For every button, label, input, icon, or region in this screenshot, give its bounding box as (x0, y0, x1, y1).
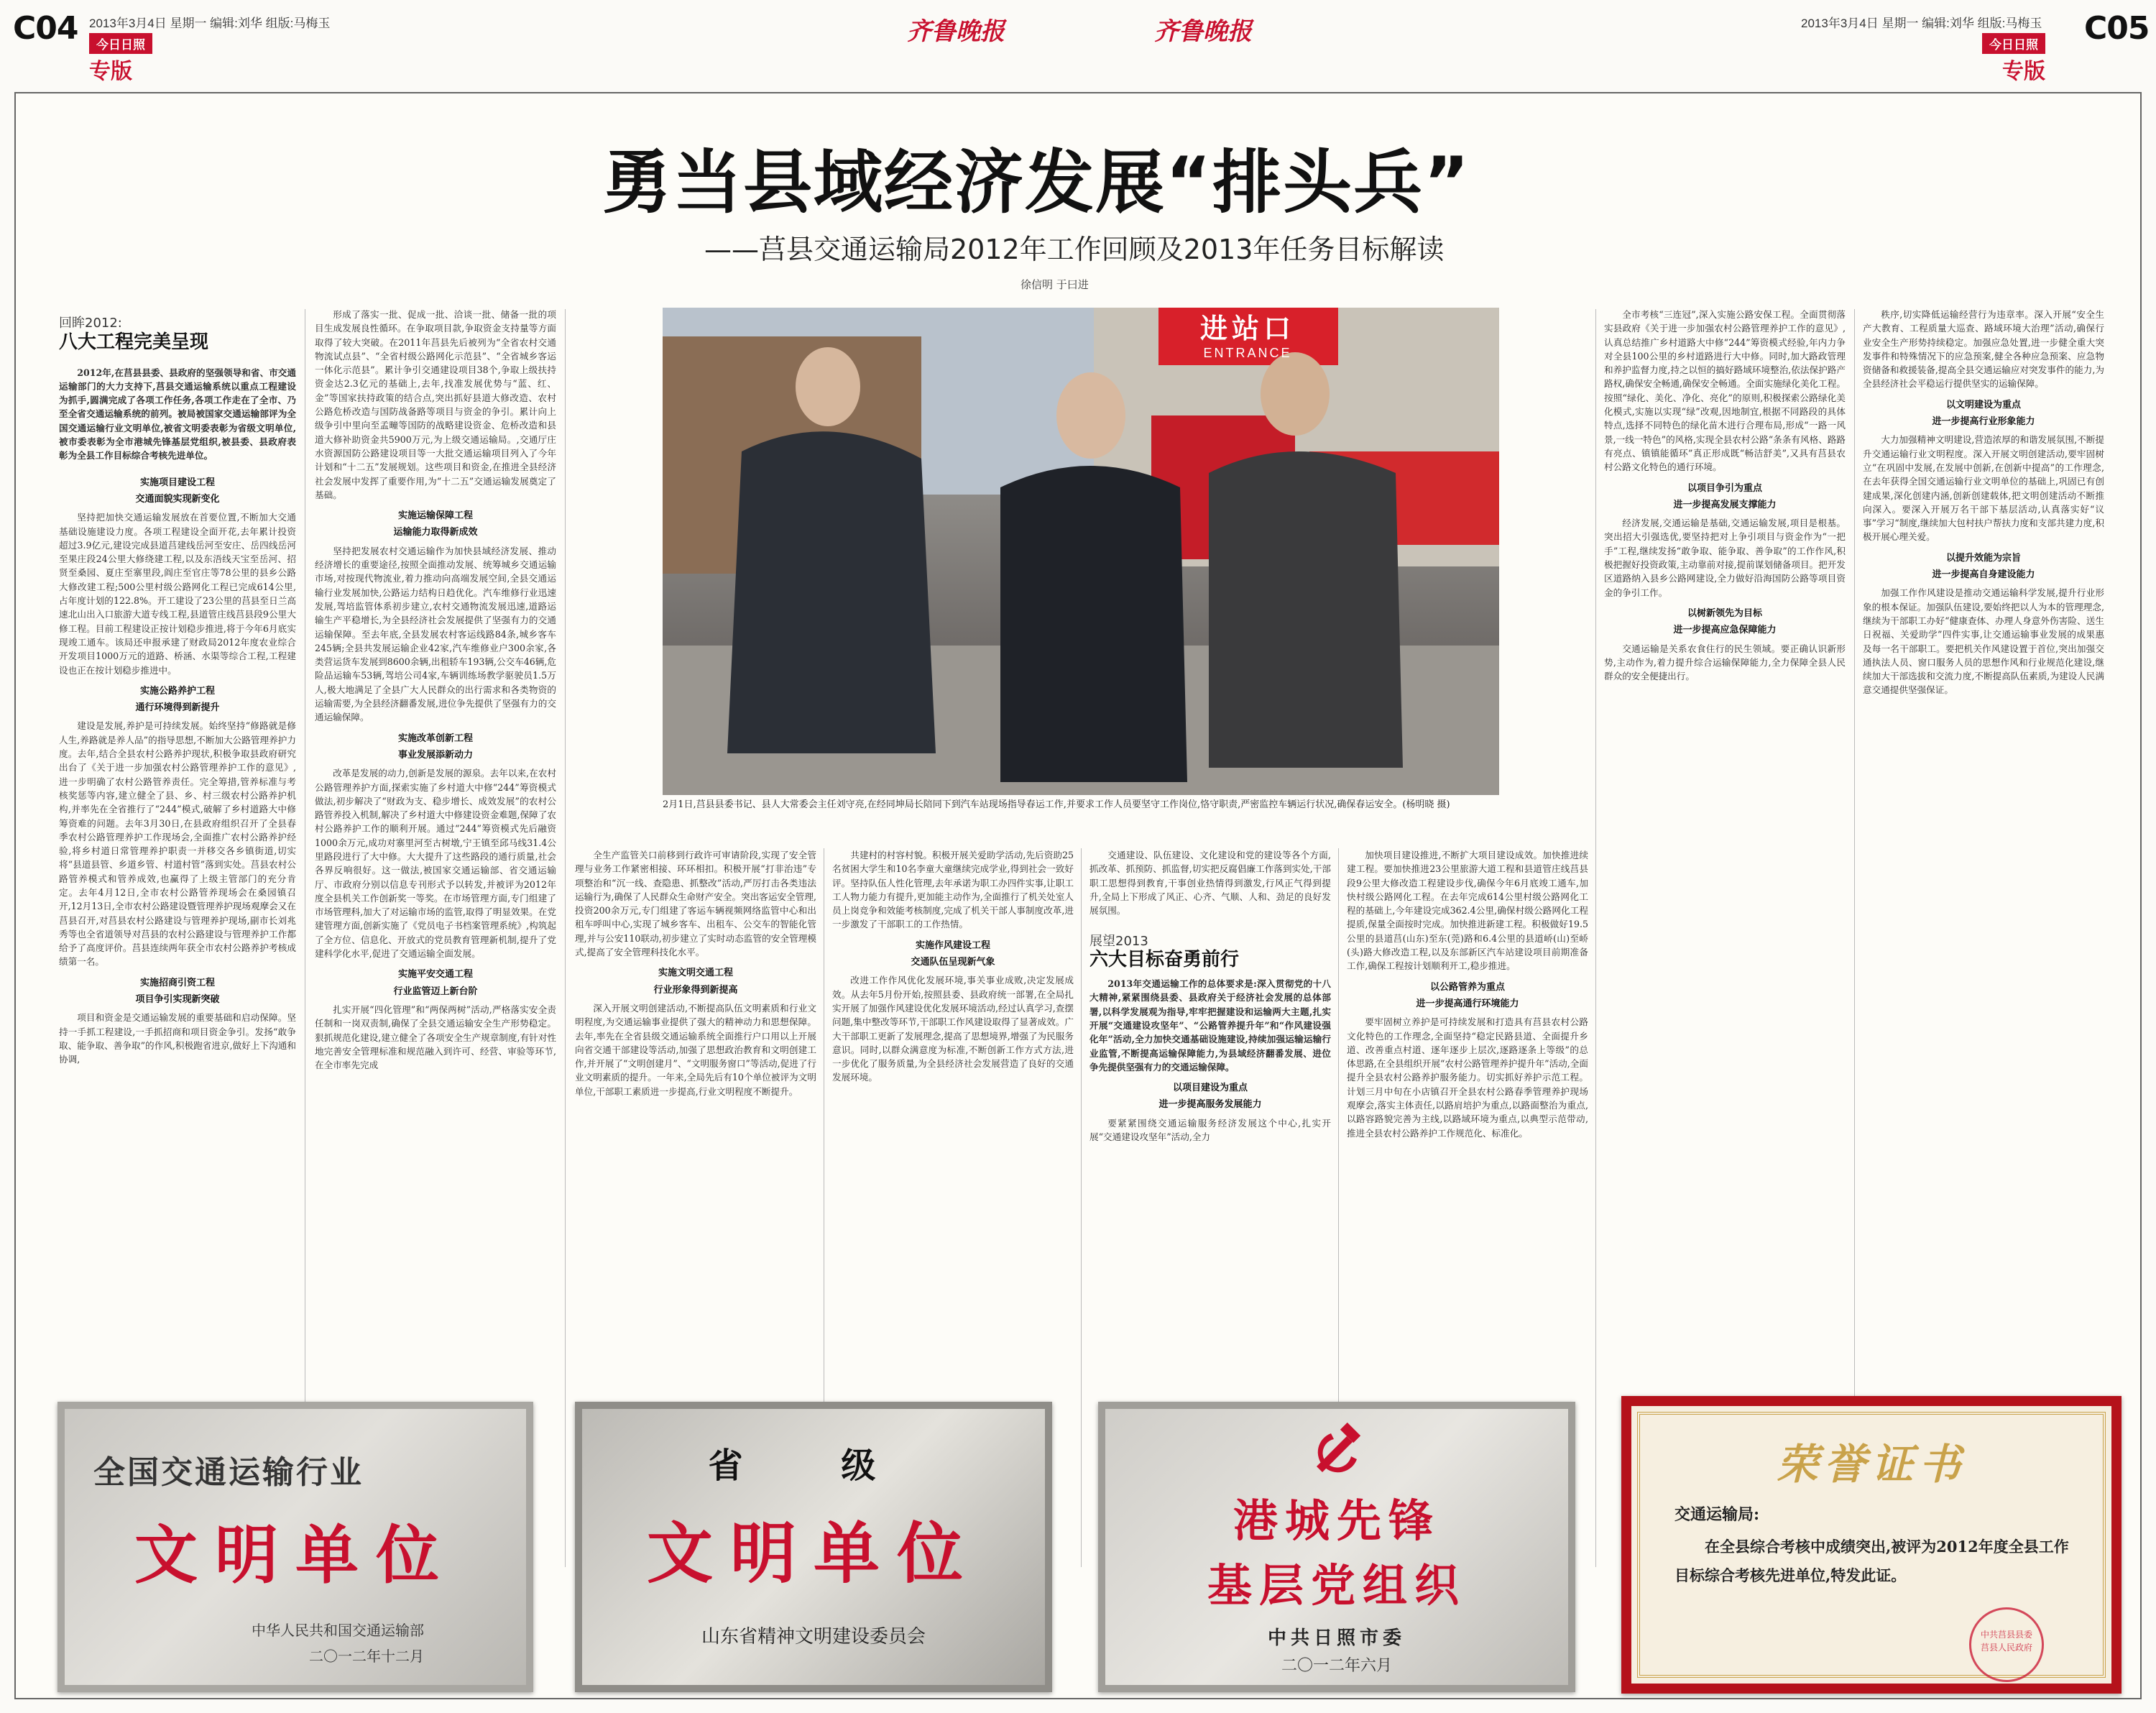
body-paragraph: 大力加强精神文明建设,营造浓厚的和谐发展氛围,不断提升交通运输行业文明程度。深入开展文明创建活动,要牢固树立“在巩固中发展,在发展中创新,在创新中提高”的工作理念,在去年获得全国交通运输行业文明单位的基础上,巩固已有创建成果,深化创建内涵,创新创建载体,把文明创建活动不断推向深入。要深入开展万名干部下基层活动,认真落实好“议事”学习“制度,继续加大包村扶户帮扶力度和支部共建力度,积极开展心理关爱。 (1863, 434, 2104, 543)
subsection-heading: 实施招商引资工程 (139, 977, 215, 988)
honor-certificate (1621, 1396, 2122, 1694)
body-paragraph: 改革是发展的动力,创新是发展的源泉。去年以来,在农村公路管理养护方面,探索实施了乡村道大中修“244”筹资模式做法,初步解决了“财政为支、稳步增长、成效发展”的农村公路管养投入机制,解决了乡村道大中修建设资金难题,保障了农村公路养护工作的顺利开展。通过“244”筹资模式先后融资1000余万元,成功对寨里河至古树墩,宁王镇至邱马线31.4公里路段进行了大中修。大大提升了这些路段的通行质量,社会各界反响很好。这一做法,被国家交通运输部、省交通运输厅、市政府分别以信息专刊形式予以转发,并被评为2012年度全县机关工作创新奖一等奖。在市场管理方面,专门组建了市场管理科,加大了对运输市场的监管,取得了明显效果。在党建管理方面,创新实施了《党员电子书档案管理系统》,构筑起了全方位、信息化、开放式的党员教育管理新机制,提升了党建科学化水平,促进了交通运输全面发展。 (315, 768, 556, 960)
column-rule (1595, 309, 1596, 1567)
plaque-top-text: 港城先锋 (1233, 1494, 1440, 1547)
review-title: 八大工程完美呈现 (59, 331, 209, 354)
body-paragraph: 全生产监管关口前移到行政许可审请阶段,实现了安全管理与业务工作紧密相接、环环相扣。积极开展“打非治违”专项整治和“沉一线、查隐患、抓整改”活动,严厉打击各类违法运输行为,确保了人民群众生命财产安全。突出客运安全管理,投资200余万元,专门组建了客运车辆视频网络监管中心和出租车呼叫中心,实现了城乡客车、出租车、公交车的智能化管理,并与公安110联动,初步建立了实时动态监管的安全管理模式,提高了安全管理科技化水平。 (575, 850, 816, 958)
subsection-subheading: 运输能力取得新成效 (393, 527, 478, 538)
subsection-heading: 实施运输保障工程 (397, 510, 473, 522)
subsection-heading: 以项目争引为重点 (1687, 482, 1762, 494)
body-paragraph: 扎实开展“四化管理”和“两保两树”活动,严格落实安全责任制和一岗双责制,确保了全县交通运输安全生产形势稳定。狠抓规范化建设,建立健全了各项安全生产规章制度,有针对性地完善安全管理标准和规范融入到许可、经营、审验等环节,在全市率先完成 (315, 1004, 556, 1071)
body-paragraph: 项目和资金是交通运输发展的重要基础和启动保障。坚持一手抓工程建设,一手抓招商和项目资金争引。发扬“敢争取、能争取、善争取”的作风,积极跑省进京,做好上下沟通和协调, (59, 1012, 296, 1065)
article-column-8 (1863, 308, 2104, 1573)
body-paragraph: 交通运输是关系农食住行的民生领域。要正确认识新形势,主动作为,着力提升综合运输保障能力,全力保障全县人民群众的安全便捷出行。 (1604, 643, 1846, 682)
body-paragraph: 深入开展文明创建活动,不断提高队伍文明素质和行业文明程度,为交通运输事业提供了强大的精神动力和思想保障。去年,率先在全省县级交通运输系统全面推行户口用以上开展向省交通干部建设等活动,加强了思想政治教育和文明创建工作,并开展了“文明创建月”、“文明服务窗口”等活动,促进了行业文明素质的提升。一年来,全局先后有10个单位被评为文明单位,干部职工素质进一步提高,行业文明程度不断提升。 (575, 1002, 816, 1097)
plaque-date: 二〇一二年六月 (1281, 1657, 1392, 1675)
byline: 徐信明 于曰进 (1021, 278, 1089, 291)
subsection-subheading: 进一步提高应急保障能力 (1673, 625, 1777, 636)
subhead: ——莒县交通运输局2012年工作回顾及2013年任务目标解读 (704, 234, 1445, 265)
plaque-national-civilized-unit (57, 1402, 533, 1692)
plaque-main-text: 文明单位 (134, 1517, 456, 1592)
body-paragraph: 加强工作作风建设是推动交通运输科学发展,提升行业形象的根本保证。加强队伍建设,要始终把以人为本的管理理念,继续为干部职工办好“健康查体、办理人身意外伤害险、送生日祝福、关爱助学”四件实事,让交通运输事业发展的成果惠及每一名干部职工。要把机关作风建设置于首位,突出加强交通执法人员、窗口服务人员的思想作风和行业规范化建设,继续加大干部选拔和交流力度,不断提高队伍素质,为建设人民满意交通提供坚强保证。 (1863, 587, 2104, 696)
plaque-issuer: 山东省精神文明建设委员会 (701, 1626, 926, 1648)
plaque-top-text: 省 级 (708, 1446, 919, 1486)
body-paragraph: 交通建设、队伍建设、文化建设和党的建设等各个方面,抓改革、抓预防、抓监督,切实把反腐倡廉工作落到实处,干部职工思想得到教育,干事创业热情得到激发,行风正气得到提升,全局上下形成了风正、心齐、气顺、人和、劲足的良好发展氛围。 (1089, 850, 1331, 917)
entrance-sign-text: 进站口 (1199, 313, 1295, 344)
plaque-issuer: 中共日照市委 (1267, 1627, 1406, 1649)
page-number-left: C04 (13, 10, 78, 47)
body-paragraph: 改进工作作风优化发展环境,事关事业成败,决定发展成效。从去年5月份开始,按照县委、县政府统一部署,在全局扎实开展了加强作风建设优化发展环境活动,经过认真学习,查摆问题,集中整改等环节,干部职工作风建设取得了显著成效。广大干部职工更新了发展理念,提高了思想境界,增强了为民服务意识。同时,以群众满意度为标准,不断创新工作方式方法,进一步优化了服务质量,为全县经济社会发展营造了良好的交通发展环境。 (832, 975, 1074, 1083)
certificate-body: 在全县综合考核中成绩突出,被评为2012年度全县工作目标综合考核先进单位,特发此证。 (1674, 1538, 2069, 1584)
body-paragraph: 经济发展,交通运输是基础,交通运输发展,项目是根基。突出招大引强选优,要坚持把对上争引项目与资金作为“一把手”工程,继续发扬“敢争取、能争取、善争取”的工作作风,积极把握好投资政策,主动靠前对接,提前谋划储备项目。把开发区道路纳入县乡公路网建设,全力做好沿海国防公路等项目资金的争引工作。 (1604, 518, 1846, 598)
plaque-party-organization (1098, 1402, 1575, 1692)
entrance-sign (1157, 312, 1338, 365)
subsection-heading: 实施改革创新工程 (397, 732, 473, 744)
photo-scene (663, 308, 1499, 795)
plaque-top-text: 全国交通运输行业 (93, 1454, 364, 1491)
paper-name-logo-left: 齐鲁晚报 (907, 17, 1005, 46)
date-line-left: 2013年3月4日 星期一 编辑:刘华 组版:马梅玉 (89, 17, 331, 30)
date-line-right: 2013年3月4日 星期一 编辑:刘华 组版:马梅玉 (1801, 17, 2042, 30)
subsection-subheading: 进一步提高发展支撑能力 (1673, 499, 1777, 510)
subsection-subheading: 进一步提高自身建设能力 (1932, 569, 2035, 581)
subsection-heading: 以公路管养为重点 (1429, 981, 1505, 993)
body-paragraph: 坚持把发展农村交通运输作为加快县域经济发展、推动经济增长的重要途径,按照全面推动发展、统筹城乡交通运输市场,对按现代物流业,着力推动向高端发展空间,全县交通运输行业发展加快,公路运力结构日趋优化。汽车维修行业迅速发展,驾培监管体系初步建立,农村交通物流发展迅速,道路运输生产平稳增长,为全县经济社会发展提供了坚强有力的交通运输保障。至去年底,全县发展农村客运线路84条,城乡客车245辆;全县共发展运输企业42家,汽车维修业户300余家,各类营运货车发展到8600余辆,出租轿车193辆,公交车46辆,危险品运输车53辆,驾培公司4家,车辆训练场教学驱驶员1.5万人,极大地满足了全县广大人民群众的出行需求和各类物资的运输需要,为全县经济翻番发展,进位争先提供了坚强有力的交通运输保障。 (315, 545, 556, 723)
certificate-recipient: 交通运输局: (1674, 1505, 1760, 1524)
plaque-issuer: 中华人民共和国交通运输部 (252, 1622, 424, 1639)
paper-name-logo-right: 齐鲁晚报 (1154, 17, 1252, 46)
subsection-heading: 以提升效能为宗旨 (1945, 552, 2021, 564)
subsection-heading: 实施公路养护工程 (139, 685, 215, 697)
outlook-kicker: 展望2013 (1089, 934, 1148, 950)
article-column-2 (315, 308, 556, 1573)
subsection-heading: 实施项目建设工程 (139, 477, 215, 488)
body-paragraph: 坚持把加快交通运输发展放在首要位置,不断加大交通基础设施建设力度。各项工程建设全面开花,去年累计投资超过3.9亿元,建设完成县道莒建线岳河至安庄、岳四线岳河至果庄段24公里大修绕建工程,以及东浯线天宝至岳河、招贤至桑园、夏庄至寨里段,阎庄至官庄等78公里的县乡公路大修改建工程;500公里村级公路网化工程已完成614公里,占年度计划的122.8%。开工建设了23公里的莒县至日兰高速北山出入口旅游大道专线工程,县道管庄线莒县段9公里大修工程。目前工程建设正按计划稳步推进,将于今年6月底实现竣工通车。该局还申报承建了财政局2012年度农业综合开发项目1000万元的道路、桥涵、水渠等综合工程,工程建设也正在按计划稳步推进中。 (59, 512, 296, 676)
certificate-seal-text: 中共莒县县委 莒县人民政府 (1980, 1630, 2032, 1653)
body-paragraph: 要紧紧围绕交通运输服务经济发展这个中心,扎实开展“交通建设攻坚年”活动,全力 (1089, 1117, 1331, 1143)
news-photo (663, 308, 1499, 795)
plaque-provincial-civilized-unit (575, 1402, 1052, 1692)
outlook-title: 六大目标奋勇前行 (1089, 948, 1240, 970)
column-rule (1854, 309, 1855, 1567)
column-rule (1081, 848, 1082, 1567)
subsection-heading: 以文明建设为重点 (1945, 399, 2021, 410)
certificate-seal (1969, 1607, 2044, 1682)
body-paragraph: 加快项目建设推进,不断扩大项目建设成效。加快推进续建工程。要加快推进23公里旅游大道工程和县道管庄线莒县段9公里大修改造工程建设步伐,确保今年6月底竣工通车,加快村级公路网化工程。在去年完成614公里村级公路网化工程的基础上,今年建设完成362.4公里,确保村级公路网化工程提质,保量全面按时完成。加快推进新建工程。积极做好19.5公里的县道莒(山东)至东(莞)路和6.4公里的县道峤(山)至峤(头)路大修改造工程,以及东部新区汽车站建设项目前期准备工作,确保工程按计划顺利开工,稳步推进。 (1347, 850, 1588, 972)
section-title-left: 专版 (89, 59, 132, 84)
body-paragraph: 要牢固树立养护是可持续发展和打造具有莒县农村公路文化特色的工作理念,全面坚持“稳定民路县道、全面提升乡道、改善重点村道、逐年逐步上层次,逐路逐条上等级”的总体思路,在全县组织开展“农村公路管理养护提升年”活动,全面提升全县农村公路养护服务能力。切实抓好养护示范工程。计划三月中旬在小店镇召开全县农村公路春季管理养护现场观摩会,落实主体责任,以路肩培护为重点,以路面整治为重点,以路容路貌完善为主线,以路域环境为重点,以典型示范带动,推进全县农村公路养护工作规范化、标准化。 (1347, 1016, 1588, 1139)
certificate-title: 荣誉证书 (1776, 1440, 1966, 1489)
body-paragraph: 共建村的村容村貌。积极开展关爱助学活动,先后资助25名贫困大学生和10名李童大童继续完成学业,得到社会一致好评。坚持队伍人性化管理,去年承诺为职工办四件实事,让职工工人物力能力有提升,更加能主动作为,全面推行了机关处室人员上岗竞争和效能考核制度,完成了机关干部人事制度改革,进一步激发了干部职工的工作热情。 (832, 850, 1074, 930)
body-paragraph: 秩序,切实降低运输经营行为违章率。深入开展“安全生产大教育、工程质量大巡查、路域环境大治理”活动,确保行业安全生产形势持续稳定。加强应急处置,进一步健全重大突发事件和特殊情况下的应急预案,健全各种应急预案、应急物资储备和救援装备,提高全县交通运输应对突发事件的能力,为全县经济社会平稳运行提供坚实的运输保障。 (1863, 309, 2104, 390)
subsection-subheading: 行业监管迈上新台阶 (393, 986, 478, 997)
article-column-1 (59, 308, 296, 1573)
entrance-sign-english: ENTRANCE (1203, 346, 1292, 360)
subsection-subheading: 进一步提高通行环境能力 (1416, 998, 1519, 1009)
body-paragraph: 全市考核“三连冠”,深入实施公路安保工程。全面贯彻落实县政府《关于进一步加强农村公路管理养护工作的意见》,认真总结推广乡村道路大中修“244”筹资模式经验,年内力争对全县100公里的乡村道路进行大中修。同时,加大路政管理和养护监督力度,持之以恒的搞好路域环境整治,依法保护路产路权,确保安全畅通,确保安全畅通。全面实施绿化美化工程。按照“绿化、美化、净化、亮化”的原则,积极探索公路绿化美化模式,实施以实现“绿”改观,因地制宜,根据不同路段的具体特点,选择不同特色的绿化苗木进行合理布局,形成“一路一风景,一线一特色”的风格,实现全县农村公路“条条有风格、路路有亮点、镇镇能循环”真正形成既“畅洁舒美”,又具有莒县农村公路文化特色的通行环境。 (1604, 309, 1846, 473)
column-rule (565, 309, 566, 1567)
body-paragraph: 形成了落实一批、促成一批、洽谈一批、储备一批的项目生成发展良性循环。在争取项目款,争取资金支持量等方面取得了较大突破。在2011年莒县先后被列为“全省农村交通物流试点县”、“全省村级公路网化示范县”、“全省城乡客运一体化示范县”。累计争引交通建设项目38个,争取上级扶持资金达2.3亿元的基础上,去年,找准发展优势与“蓝、红、金”等国家扶持政策的结合点,突出抓好县道大修改造、农村公路危桥改造与国防战备路等项目与资金的争引。累计向上级争引中里向至孟疃等国防的战略建设资金、危桥改造和县道大修补助资金共5900万元,为上级交通运输局。,交通厅庄水资源国防公路建设项目等一大批交通运输项目列入了今年计划和“十二五”发展规划。这些项目和资金,在推进全县经济社会发展中发挥了重要作用,为“十二五”交通运输发展奠定了基础。 (315, 309, 556, 500)
subsection-subheading: 事业发展添新动力 (397, 749, 473, 761)
page-number-right: C05 (2084, 10, 2150, 47)
subsection-subheading: 交通队伍呈现新气象 (911, 957, 995, 968)
article-column-7 (1604, 308, 1846, 1573)
subsection-subheading: 行业形象得到新提高 (653, 984, 738, 996)
headline: 勇当县域经济发展“排头兵” (602, 142, 1471, 223)
subsection-heading: 实施文明交通工程 (658, 968, 733, 979)
photo-caption: 2月1日,莒县县委书记、县人大常委会主任刘守亮,在经同坤局长陪同下到汽车站现场指导春运工作,并要求工作人员要坚守工作岗位,恪守职责,严密监控车辆运行状况,确保春运安全。(杨明晓 摄) (663, 799, 1450, 810)
subsection-heading: 实施作风建设工程 (915, 940, 990, 951)
subsection-subheading: 交通面貌实现新变化 (135, 493, 220, 505)
edition-tag-left: 今日日照 (89, 33, 152, 54)
plaque-date: 二〇一二年十二月 (309, 1648, 424, 1665)
body-paragraph: 建设是发展,养护是可持续发展。始终坚持“修路就是修人生,养路就是养人品”的指导思想,不断加大公路管理养护力度。去年,结合全县农村公路养护现状,积极争取县政府研究出台了《关于进一步加强农村公路管理养护工作的意见》,进一步明确了农村公路管养责任。完全筹措,管养标准与考核奖惩等内容,建立健全了县、乡、村三级农村公路养护机构,并率先在全省推行了“244”模式,破解了乡村道路大中修筹资难的问题。去年3月30日,在县政府组织召开了全县春季农村公路管理养护工作现场会,全面推广农村公路养护经验,将乡村道日常管理养护职责一并移交各乡镇街道,切实将“县道县管、乡道乡管、村道村管”落到实处。莒县农村公路管养模式和管养成效,也赢得了上级主管部门的充分肯定。去年4月12日,全市农村公路管养现场会在桑园镇召开,12月13日,全市农村公路建设暨管理养护现场观摩会又在莒县召开,对莒县农村公路建设与管理养护现场,副市长刘兆秀等也全省道领导对莒县的农村公路建设与管理养护工作都给予了高度评价。莒县连续两年获全市农村公路养护考核成绩第一名。 (59, 720, 296, 968)
subsection-heading: 实施平安交通工程 (397, 969, 473, 981)
party-emblem-icon (1309, 1422, 1367, 1479)
section-title-right: 专版 (2002, 59, 2045, 84)
outlook-lede: 2013年交通运输工作的总体要求是:深入贯彻党的十八大精神,紧紧围绕县委、县政府关于经济社会发展的总体部署,以科学发展观为指导,牢牢把握建设和运输两大主题,扎实开展“交通建设攻坚年”、“公路管养提升年”和“作风建设强化年”活动,全力加快交通基础设施建设,持续加强运输运输行业监管,不断提高运输保障能力,为县域经济翻番发展、进位争先提供坚强有力的交通运输保障。 (1089, 978, 1331, 1073)
subsection-subheading: 项目争引实现新突破 (135, 994, 220, 1006)
review-kicker: 回眸2012: (59, 316, 122, 331)
subsection-subheading: 进一步提高行业形象能力 (1932, 416, 2035, 428)
subsection-subheading: 进一步提高服务发展能力 (1158, 1099, 1262, 1111)
subsection-heading: 以项目建设为重点 (1172, 1083, 1248, 1094)
subsection-heading: 以树新领先为目标 (1687, 607, 1762, 619)
plaque-main-text: 文明单位 (646, 1515, 980, 1592)
plaque-main-text: 基层党组织 (1207, 1559, 1466, 1612)
lede-paragraph: 2012年,在莒县县委、县政府的坚强领导和省、市交通运输部门的大力支持下,莒县交通运输系统以重点工程建设为抓手,圆满完成了各项工作任务,各项工作走在了全市、乃至全省交通运输系统的前列。被局被国家交通运输部评为全国交通运输行业文明单位,被省文明委表彰为省级文明单位,被市委表彰为全市港城先锋基层党组织,被县委、县政府表彰为全县工作目标综合考核先进单位。 (59, 367, 296, 461)
edition-tag-right: 今日日照 (1982, 33, 2045, 54)
subsection-subheading: 通行环境得到新提升 (135, 702, 220, 714)
